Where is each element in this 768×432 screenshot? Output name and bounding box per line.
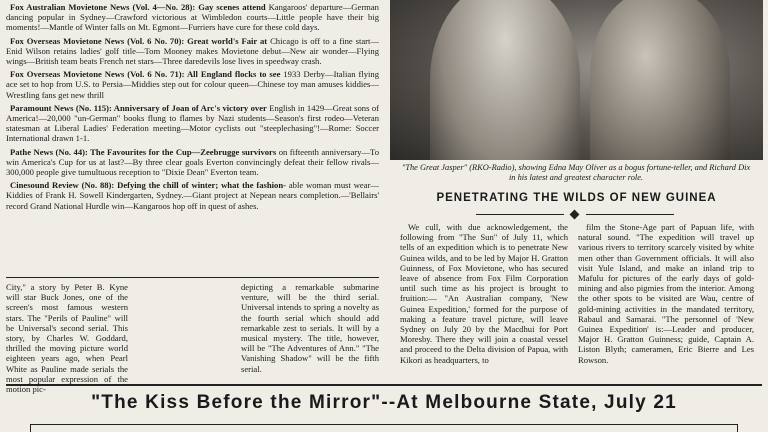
newsreel-item: [6, 147, 379, 178]
newsreel-title: Paramount News (No. 115): Anniversary of Joan of Arc's victory over: [10, 102, 267, 113]
serials-text: City," a story by Peter B. Kyne will star Buck Jones, one of the screen's most famous western stars. The "Perils of Pauline" will be Universal's second serial. This story, by Charles W. Goddard, thrilled the moving picture world eighteen years ago, when Pearl White as Pauline made serials the most popular expression of the motion pic-: [6, 282, 128, 395]
newsreel-item: [6, 180, 379, 211]
column-divider: [6, 277, 379, 278]
guinea-column-2: [578, 222, 754, 365]
photo-caption: "The Great Jasper" (RKO-Radio), showing Edna May Oliver as a bogus fortune-teller, and Richard Dix in his latest and greatest character role.: [401, 163, 751, 182]
newsreel-body: Chicago is off to a fine start—Enid Wilson retains ladies' golf title—Tom Mooney makes Movietone debut—New air wonder—Flying wings—British team beats French net stars—Three daredevils lose lives in speedway crash.: [6, 35, 379, 67]
newsreel-title: Cinesound Review (No. 88): Defying the chill of winter; what the fashion-: [10, 180, 286, 191]
newsreel-item: [6, 69, 379, 100]
newsreel-body: 1933 Derby—Italian flying ace set to hop from U.S. to Persia—Middies step out for colour queen—Chinese toy man amuses kiddies—Wrestling fans get new thrill: [6, 69, 379, 100]
advert-frame: [30, 424, 738, 432]
ornament-line: [586, 214, 674, 215]
diamond-icon: [570, 210, 580, 220]
photo-figure: [590, 0, 730, 160]
guinea-column-1: [400, 222, 568, 365]
newsreel-listings: [6, 2, 379, 214]
banner-rule: [6, 384, 762, 386]
newsreel-title: Pathe News (No. 44): The Favourites for the Cup—Zeebrugge survivors: [10, 146, 277, 157]
ornament-line: [476, 214, 564, 215]
newsreel-body: able woman must wear—Kiddies of Frank H. Sowell Kindergarten, Sydney.—Giant project at Nepean nears completion.—'Bellairs' record Grand National Hurdle win—Kangaroos hop off in quest of ashes.: [6, 180, 379, 211]
photo-figure: [430, 0, 580, 160]
newsreel-title: Fox Overseas Movietone News (Vol. 6 No. 70): Great world's Fair at: [10, 35, 268, 46]
newsreel-item: [6, 36, 379, 67]
newsreel-body: Kangaroos' departure—German dancing popular in Sydney—Crawford victorious at Wimbledon courts—Little people have their big moments!—Mantle of Winter falls on Mt. Egmont—Furriers have cure for these cold days.: [6, 2, 379, 33]
newsreel-title: Fox Overseas Movietone News (Vol. 6 No. 71): All England flocks to see: [10, 69, 281, 80]
newsreel-title: Fox Australian Movietone News (Vol. 4—No. 28): Gay scenes attend: [10, 2, 266, 12]
divider-ornament: [476, 211, 676, 219]
newsreel-body: on fifteenth anniversary—To win America's Cup for us at last?—By three clear goals Everton convincingly defeat their fellow rivals—300,000 people give tumultuous reception to "Dixie Dean" Everton team.: [6, 146, 379, 178]
serials-text: depicting a remarkable submarine venture, will be the third serial. Universal intends to spring a novelty as the fourth serial which should add remarkable zest to serials. It will by a musical mystery. The title, however, will be "The Adventures of Ann." "The Vanishing Shadow" will be the fifth serial.: [241, 282, 379, 374]
newsreel-item: [6, 2, 379, 33]
serials-column-1: [6, 282, 128, 394]
film-still-photo: [390, 0, 763, 160]
section-title: PENETRATING THE WILDS OF NEW GUINEA: [436, 192, 717, 204]
guinea-text: We cull, with due acknowledgement, the following from "The Sun" of July 11, which tells of an expedition which is to penetrate New Guinea wilds, and to be led by Major H. Gratton Guinness, of Fox Movietone, who has secured leave of absence from Fox Film Corporation until such time as his project is brought to fruition:— "An Australian company, 'New Guinea Expedition,' formed for the purpose of making a feature travel picture, will leave Sydney on July 20 by the Macdhui for Port Moresby. There they will join a coastal vessel and proceed to the Delta division of Papua, with Kikori as headquarters, to: [400, 222, 568, 365]
newsreel-body: English in 1429—Great sons of America!—20,000 "un-German" books flung to flames by Nazi students—Season's first rodeo—Veteran statesman at Liberal Ladies' Federation meeting—Motor cyclists out "steeplechasing"!—Rome: Soccer International drawn 1-1.: [6, 102, 379, 144]
serials-column-2: [241, 282, 379, 374]
film-banner-headline: "The Kiss Before the Mirror"--At Melbourne State, July 21: [91, 392, 677, 413]
guinea-text: film the Stone-Age part of Papuan life, with natural sound. "The expedition will travel up various rivers to territory scarcely visited by white men other than Government officials. It will also visit Yule Island, and make an inland trip to Mafulu for pictures of the early days of gold-mining and also pigmies from the interior. Among the other spots to be visited are Wau, centre of gold-mining activities in the mandated territory, Rabaul and Samarai. "The personnel of 'New Guinea Expedition' is:—Leader and producer, Major H. Gratton Guinness; guide, Captain A. Liston Blyth; cameramen, Eric Bierre and Les Rowson.: [578, 222, 754, 365]
newsreel-item: [6, 103, 379, 144]
